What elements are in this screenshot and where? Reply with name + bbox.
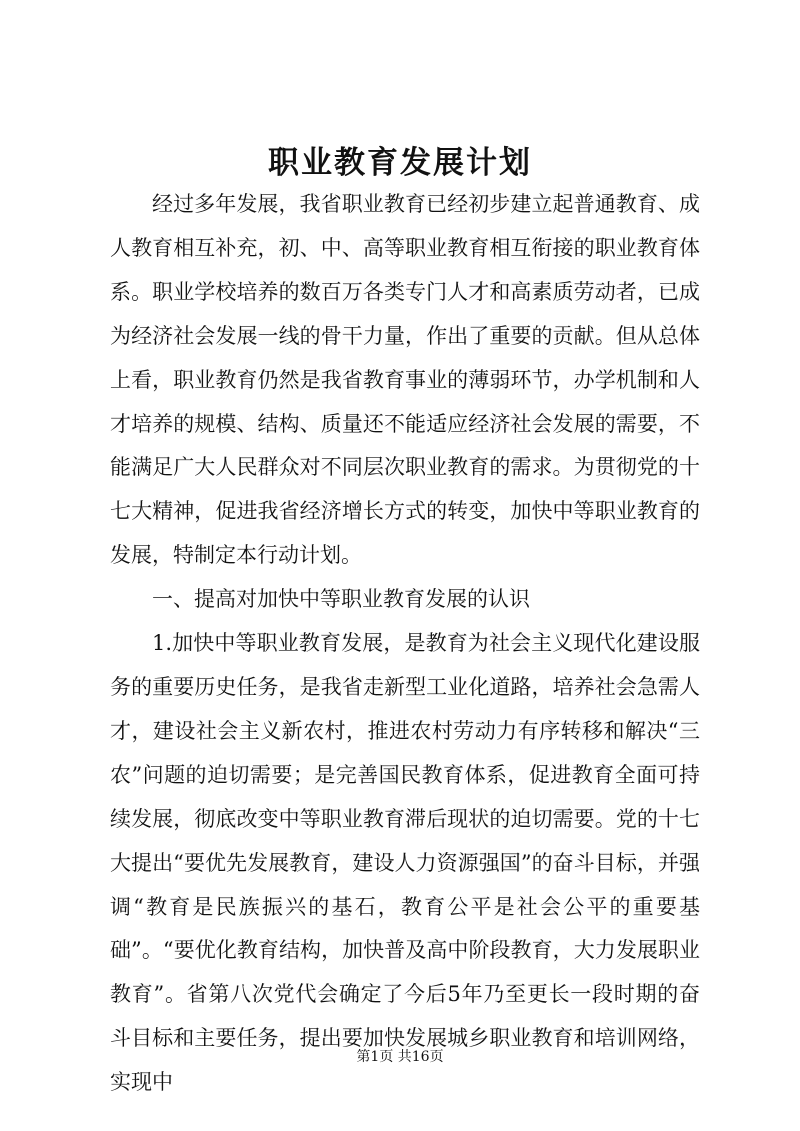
paragraph-item-1: 1.加快中等职业教育发展，是教育为社会主义现代化建设服务的重要历史任务，是我省走新型工业化道路，培养社会急需人才，建设社会主义新农村，推进农村劳动力有序转移和解决“三农”问题的迫切需要；是完善国民教育体系，促进教育全面可持续发展，彻底改变中等职业教育滞后现状的迫切需要。党的十七大提出“要优先发展教育，建设人力资源强国”的奋斗目标，并强调“教育是民族振兴的基石，教育公平是社会公平的重要基础”。“要优化教育结构，加快普及高中阶段教育，大力发展职业教育”。省第八次党代会确定了今后5年乃至更长一段时期的奋斗目标和主要任务，提出要加快发展城乡职业教育和培训网络，实现中 bbox=[110, 631, 700, 1095]
document-title: 职业教育发展计划 bbox=[268, 145, 532, 181]
section-heading-1: 一、提高对加快中等职业教育发展的认识 bbox=[152, 587, 530, 612]
paragraph-intro: 经过多年发展，我省职业教育已经初步建立起普通教育、成人教育相互补充，初、中、高等职业教育相互衔接的职业教育体系。职业学校培养的数百万各类专门人才和高素质劳动者，已成为经济社会发展一线的骨干力量，作出了重要的贡献。但从总体上看，职业教育仍然是我省教育事业的薄弱环节，办学机制和人才培养的规模、结构、质量还不能适应经济社会发展的需要，不能满足广大人民群众对不同层次职业教育的需求。为贯彻党的十七大精神，促进我省经济增长方式的转变，加快中等职业教育的发展，特制定本行动计划。 bbox=[110, 192, 700, 568]
page-number-footer: 第1页 共16页 bbox=[356, 1049, 444, 1065]
document-body bbox=[110, 183, 700, 1105]
